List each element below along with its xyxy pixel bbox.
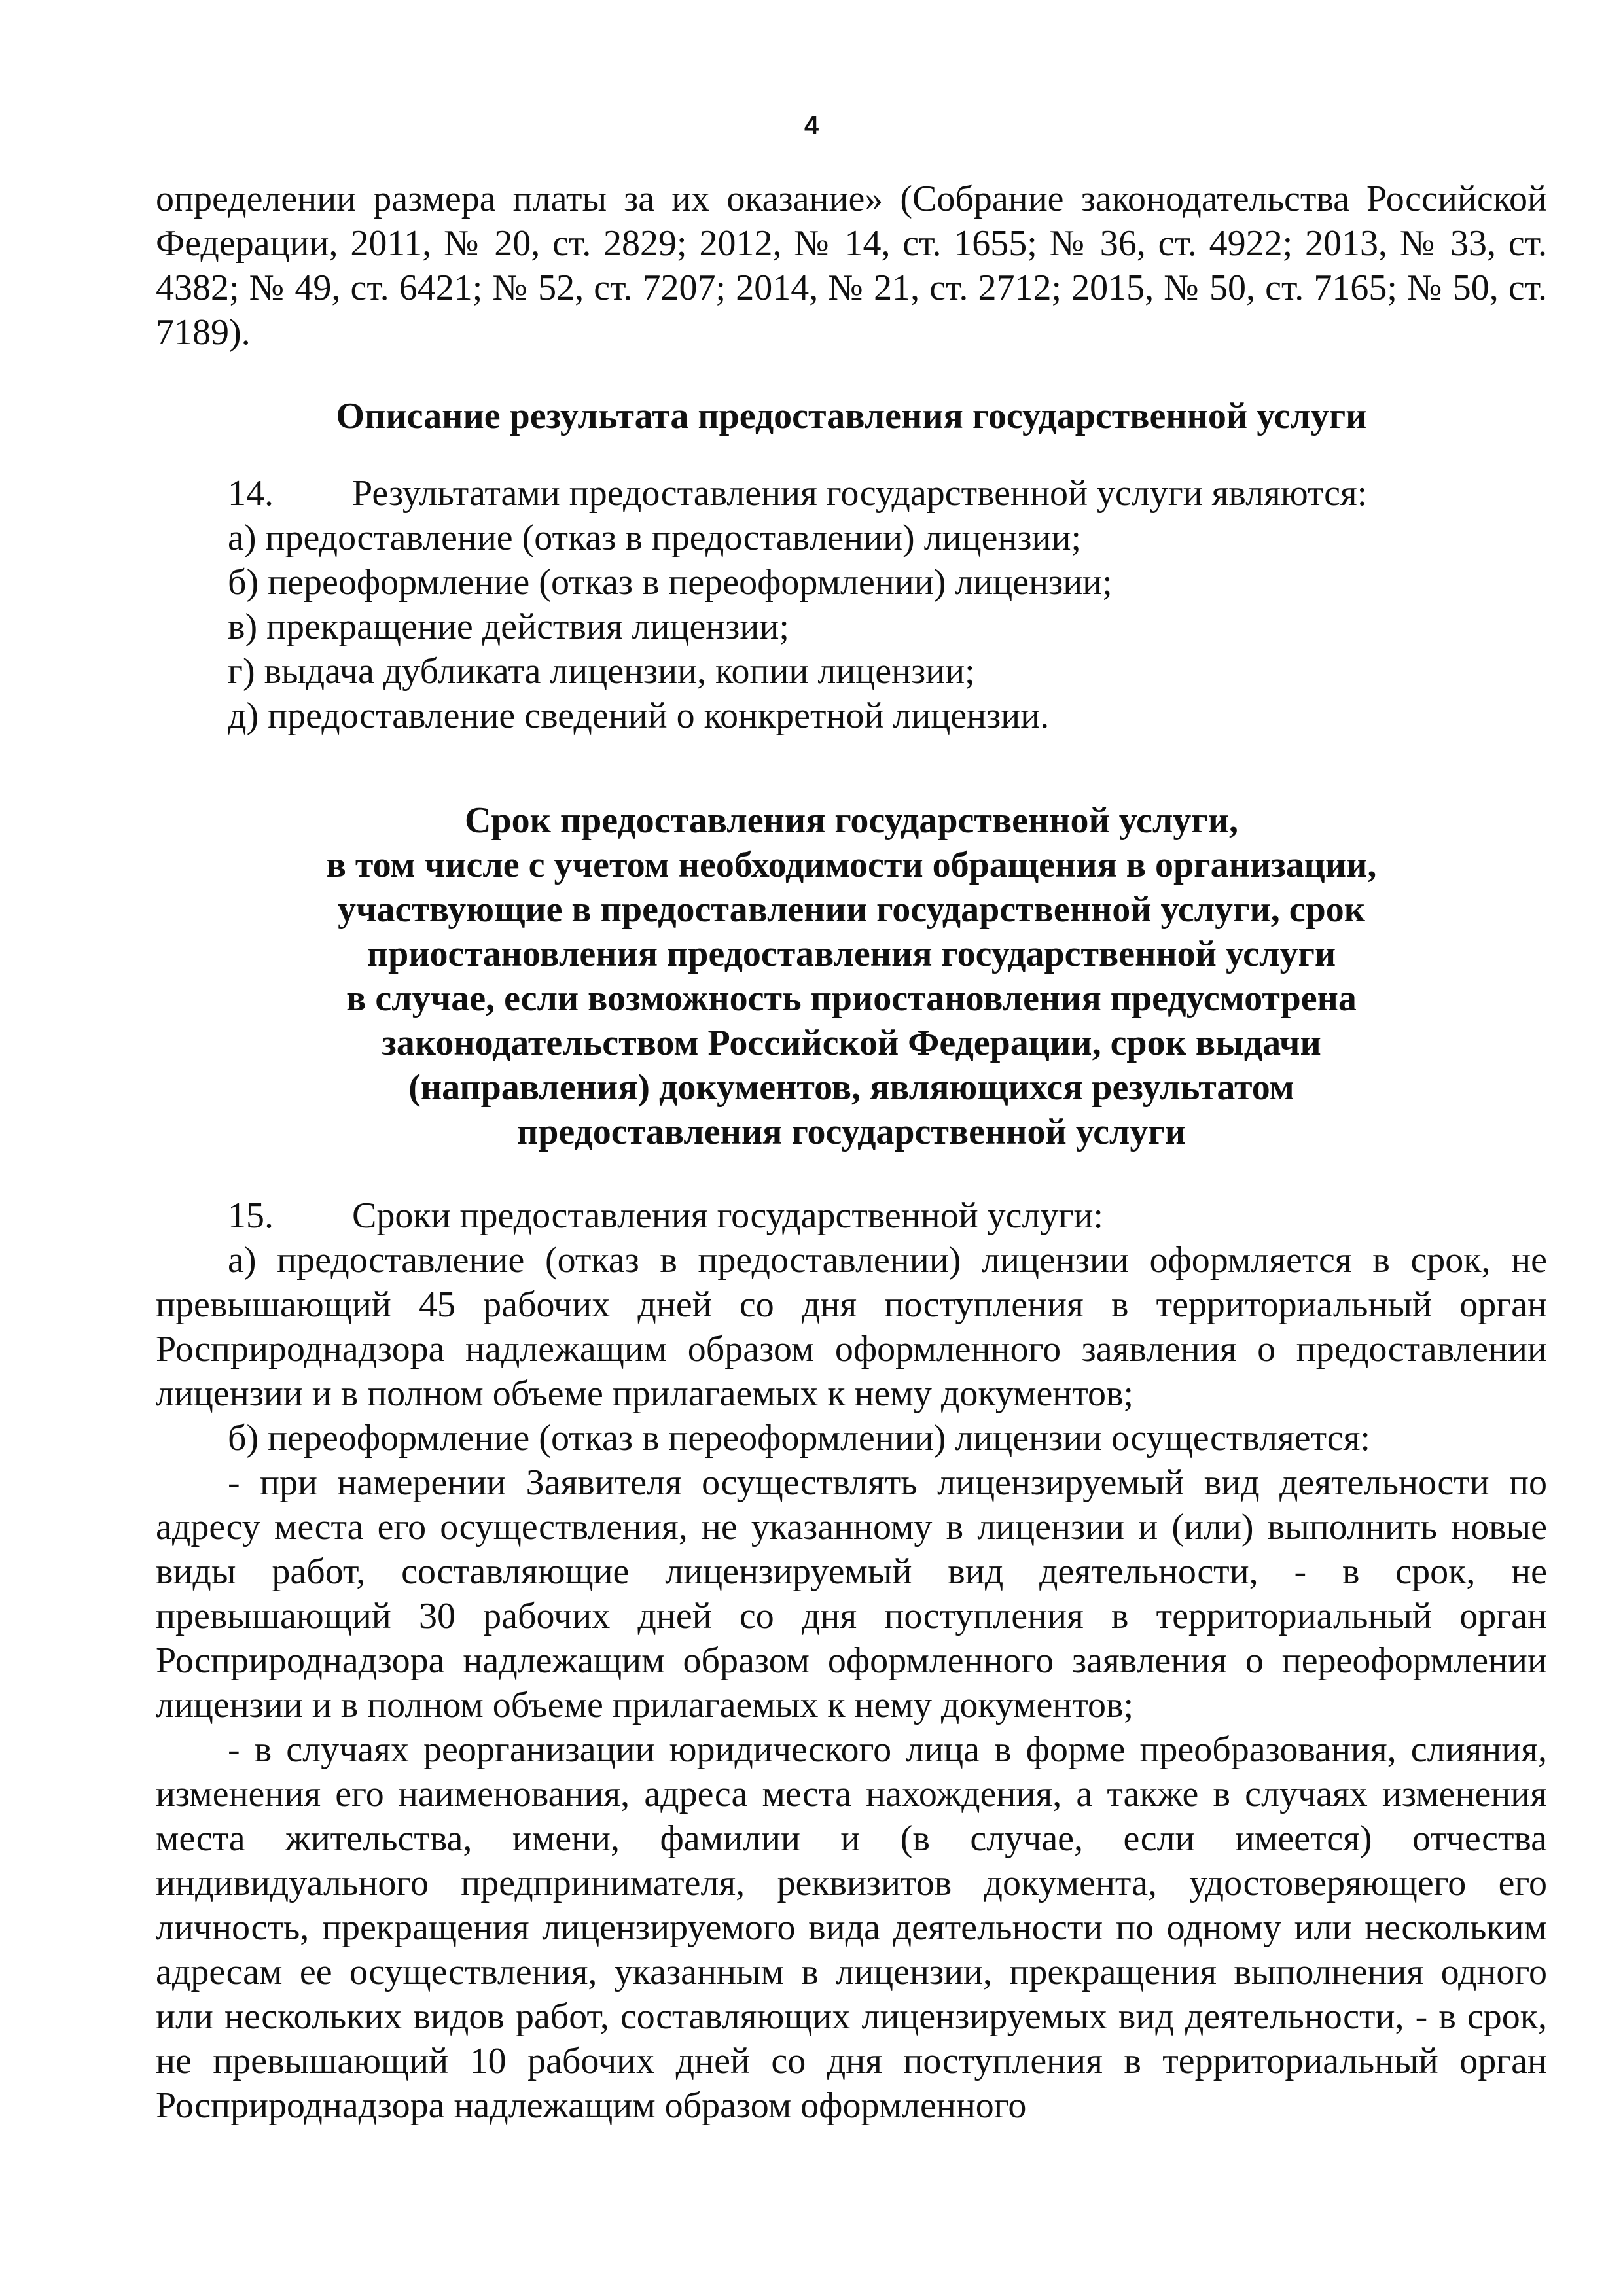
document-body — [156, 177, 1547, 2128]
item-15-number: 15. — [228, 1195, 274, 1236]
subitem-a: а) предоставление (отказ в предоставлении) лицензии; — [228, 518, 1082, 558]
item-14 — [156, 471, 1547, 516]
item-15-para-b: б) переоформление (отказ в переоформлении) лицензии осуществляется: — [228, 1418, 1370, 1458]
item-15 — [156, 1193, 1547, 1238]
section1-heading: Описание результата предоставления государственной услуги — [336, 396, 1367, 436]
subitem-g: г) выдача дубликата лицензии, копии лицензии; — [228, 651, 975, 692]
section2-heading-line: в случае, если возможность приостановления предусмотрена — [346, 978, 1357, 1019]
subitem-v: в) прекращение действия лицензии; — [228, 607, 789, 647]
section2-heading-line: предоставления государственной услуги — [516, 1112, 1186, 1152]
item-15-dash-2: - в случаях реорганизации юридического лица в форме преобразования, слияния, изменения его наименования, адреса места нахождения, а также в случаях изменения места жительства, имени, фамилии и (в случае, если имеется) отчества индивидуального предпринимателя, реквизитов документа, удостоверяющего его личность, прекращения лицензируемого вида деятельности по одному или нескольким адресам ее осуществления, указанным в лицензии, прекращения выполнения одного или нескольких видов работ, составляющих лицензируемых вид деятельности, - в срок, не превышающий 10 рабочих дней со дня поступления в территориальный орган Росприроднадзора надлежащим образом оформленного — [156, 1729, 1547, 2126]
item-15-text: Сроки предоставления государственной услуги: — [352, 1195, 1103, 1236]
item-14-text: Результатами предоставления государственной услуги являются: — [352, 473, 1368, 514]
subitem-d: д) предоставление сведений о конкретной лицензии. — [228, 696, 1050, 736]
subitem-b: б) переоформление (отказ в переоформлении) лицензии; — [228, 562, 1113, 603]
item-15-para-a: а) предоставление (отказ в предоставлении) лицензии оформляется в срок, не превышающий 45 рабочих дней со дня поступления в территориальный орган Росприроднадзора надлежащим образом оформленного заявления о предоставлении лицензии и в полном объеме прилагаемых к нему документов; — [156, 1240, 1547, 1414]
item-14-number: 14. — [228, 473, 274, 514]
item-15-dash-1: - при намерении Заявителя осуществлять лицензируемый вид деятельности по адресу места его осуществления, не указанному в лицензии и (или) выполнить новые виды работ, составляющие лицензируемый вид деятельности, - в срок, не превышающий 30 рабочих дней со дня поступления в территориальный орган Росприроднадзора надлежащим образом оформленного заявления о переоформлении лицензии и в полном объеме прилагаемых к нему документов; — [156, 1462, 1547, 1725]
section2-heading-line: (направления) документов, являющихся результатом — [408, 1067, 1294, 1108]
section2-heading-line: законодательством Российской Федерации, срок выдачи — [382, 1023, 1321, 1063]
section2-heading-line: приостановления предоставления государственной услуги — [366, 934, 1336, 974]
section2-heading-line: Срок предоставления государственной услуги, — [465, 800, 1238, 841]
page-number: 4 — [804, 111, 819, 140]
intro-paragraph: определении размера платы за их оказание» (Собрание законодательства Российской Федерации, 2011, № 20, ст. 2829; 2012, № 14, ст. 1655; № 36, ст. 4922; 2013, № 33, ст. 4382; № 49, ст. 6421; № 52, ст. 7207; 2014, № 21, ст. 2712; 2015, № 50, ст. 7165; № 50, ст. 7189). — [156, 179, 1547, 353]
section2-heading-line: участвующие в предоставлении государственной услуги, срок — [337, 889, 1366, 930]
section2-heading — [156, 798, 1547, 1154]
section2-heading-line: в том числе с учетом необходимости обращения в организации, — [326, 845, 1377, 885]
